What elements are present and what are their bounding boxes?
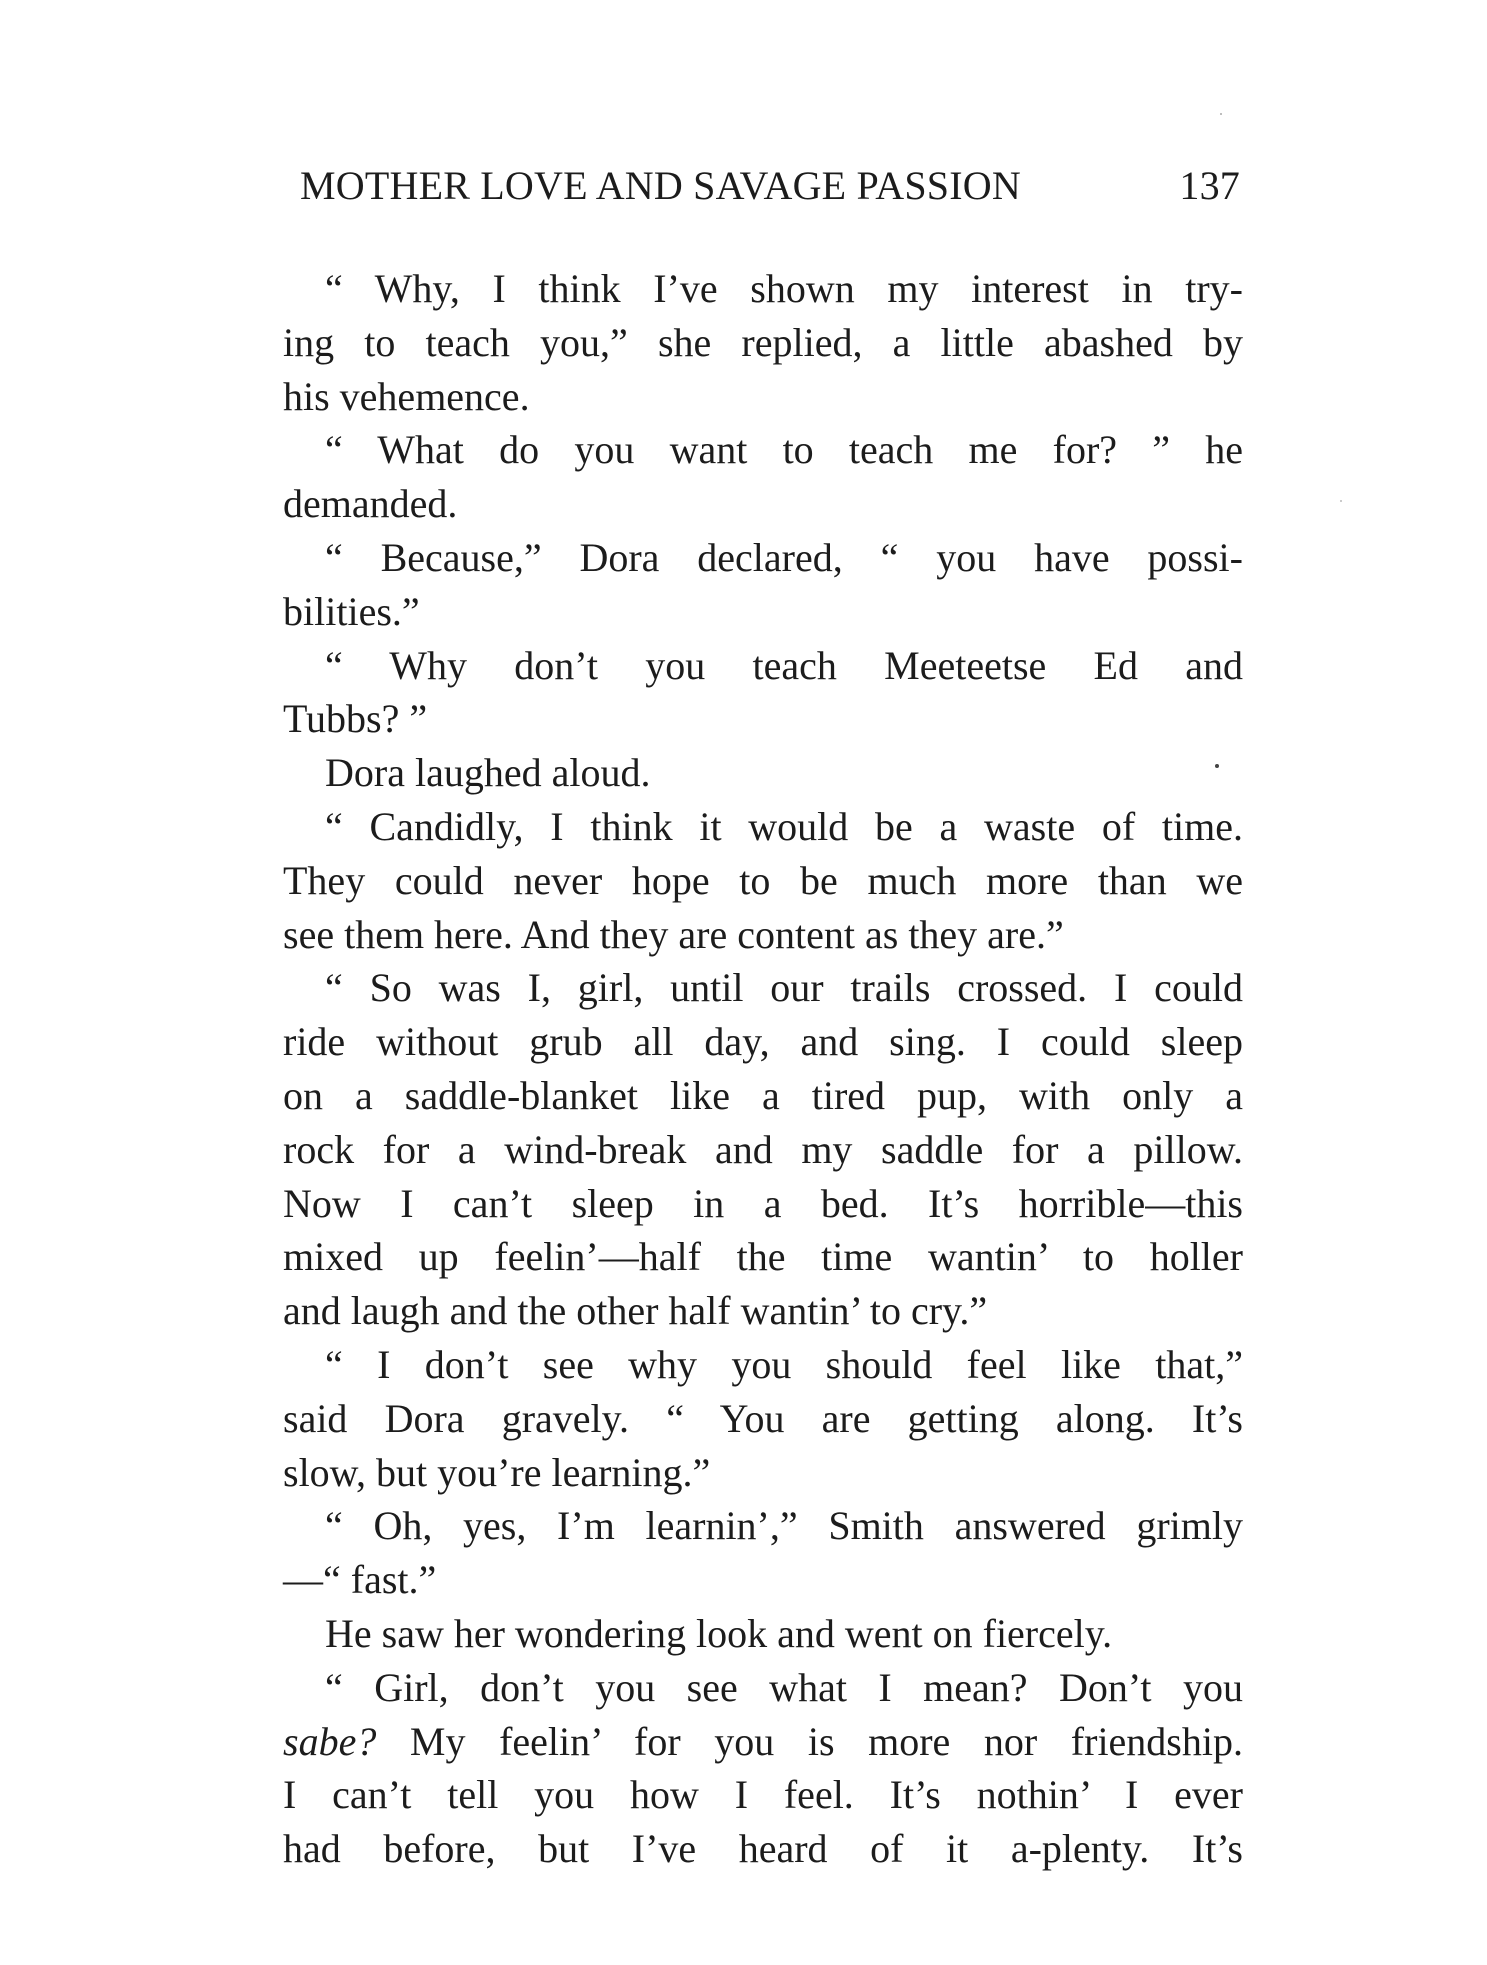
text-line: “ Oh, yes, I’m learnin’,” Smith answered grimly: [325, 1503, 1243, 1549]
paper-speck: [1220, 113, 1222, 115]
text-line: “ Why, I think I’ve shown my interest in try-: [325, 266, 1243, 311]
text-line: said Dora gravely. “ You are getting along. It’s: [283, 1395, 1243, 1441]
text-line: rock for a wind-break and my saddle for a pillow.: [283, 1126, 1243, 1172]
text-line: “ Why don’t you teach Meeteetse Ed and: [325, 642, 1243, 688]
text-line: “ Candidly, I think it would be a waste of time.: [325, 803, 1243, 849]
paper-speck: [1340, 500, 1342, 502]
text-line: “ Girl, don’t you see what I mean? Don’t you: [325, 1664, 1243, 1710]
text-line: on a saddle-blanket like a tired pup, with only a: [283, 1072, 1243, 1118]
text-line: demanded.: [283, 481, 458, 527]
text-line: He saw her wondering look and went on fiercely.: [325, 1610, 1113, 1656]
text-line: “ I don’t see why you should feel like that,”: [325, 1341, 1243, 1387]
text-line: bilities.”: [283, 588, 420, 634]
body-text: [283, 262, 1243, 1876]
text-line: “ What do you want to teach me for? ” he: [325, 427, 1243, 473]
text-line: see them here. And they are content as they are.”: [283, 911, 1064, 957]
text-line: his vehemence.: [283, 373, 530, 419]
text-line: “ Because,” Dora declared, “ you have possi-: [325, 534, 1243, 580]
text-line: and laugh and the other half wantin’ to cry.”: [283, 1288, 988, 1334]
text-line: “ So was I, girl, until our trails crossed. I could: [325, 965, 1243, 1011]
italic-word: sabe?: [283, 1718, 377, 1764]
text-line: ing to teach you,” she replied, a little abashed by: [283, 319, 1243, 365]
text-line: ride without grub all day, and sing. I could sleep: [283, 1019, 1243, 1065]
text-line: slow, but you’re learning.”: [283, 1449, 711, 1495]
text-line-rest: My feelin’ for you is more nor friendship.: [376, 1718, 1243, 1764]
text-line: Tubbs? ”: [283, 696, 428, 742]
running-title: MOTHER LOVE AND SAVAGE PASSION: [300, 163, 1021, 208]
paper-speck: [1215, 764, 1219, 768]
text-line: They could never hope to be much more than we: [283, 857, 1243, 903]
text-line: —“ fast.”: [283, 1557, 437, 1603]
text-line: Now I can’t sleep in a bed. It’s horrible—this: [283, 1180, 1243, 1226]
text-line: I can’t tell you how I feel. It’s nothin’ I ever: [283, 1772, 1243, 1818]
running-head: [300, 162, 1240, 209]
text-line: mixed up feelin’—half the time wantin’ to holler: [283, 1234, 1243, 1280]
text-line: had before, but I’ve heard of it a-plenty. It’s: [283, 1826, 1243, 1872]
text-line: [283, 1715, 1243, 1769]
text-line: Dora laughed aloud.: [325, 750, 651, 796]
page-number: 137: [1179, 163, 1240, 208]
